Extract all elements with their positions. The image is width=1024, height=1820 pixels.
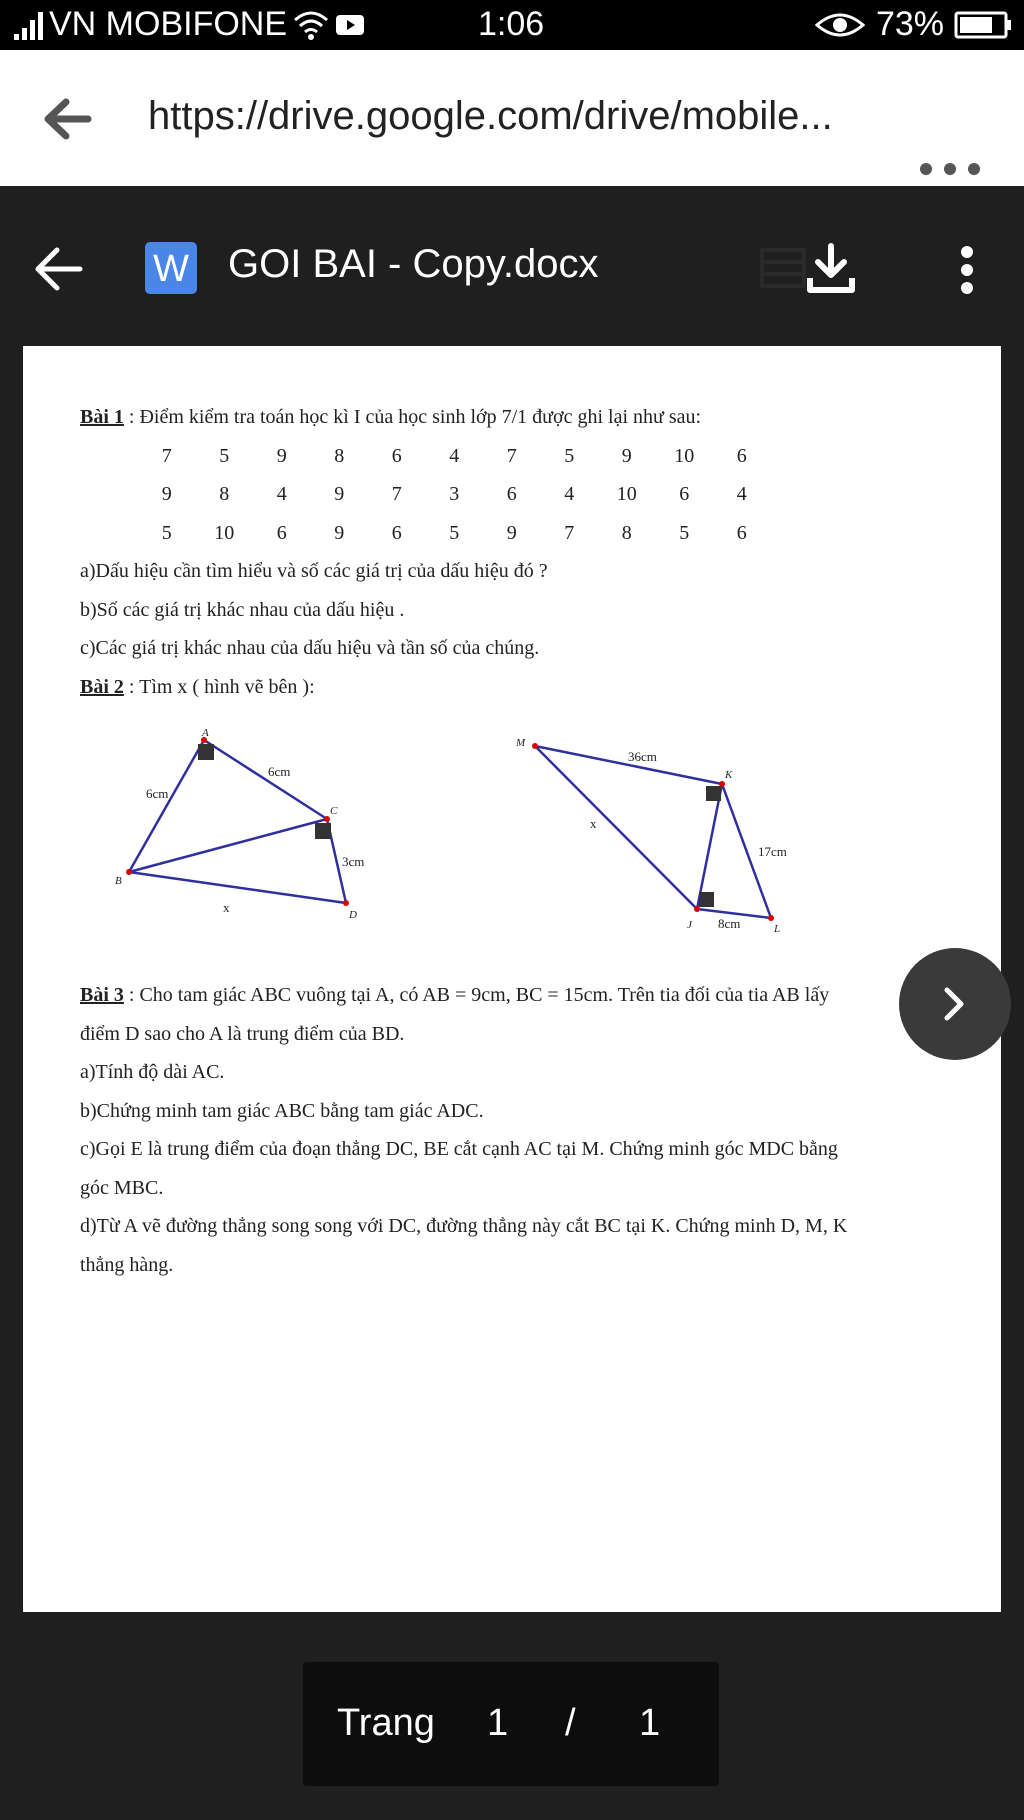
table-cell: 9 xyxy=(334,521,345,544)
current-page: 1 xyxy=(487,1702,509,1744)
word-icon: W xyxy=(145,242,197,294)
wifi-icon xyxy=(293,10,329,40)
close-arrow-icon[interactable] xyxy=(34,246,84,292)
table-cell: 10 xyxy=(674,444,695,467)
table-cell: 9 xyxy=(334,483,345,505)
bai3-intro: Bài 3 : Cho tam giác ABC vuông tại A, có AB = 9cm, BC = 15cm. Trên tia đối của tia AB lấy xyxy=(80,984,830,1006)
label-K: K xyxy=(725,769,733,781)
status-bar xyxy=(0,0,1024,50)
table-cell: 7 xyxy=(506,444,517,467)
triangle-figure-1 xyxy=(110,726,410,956)
table-row xyxy=(138,437,771,476)
browser-url-bar xyxy=(0,50,1024,186)
table-cell: 9 xyxy=(161,483,172,505)
table-cell: 6 xyxy=(276,521,287,544)
document-content xyxy=(80,398,980,1284)
bai2-intro: Bài 2 : Tìm x ( hình vẽ bên ): xyxy=(80,675,315,698)
label-bd: x xyxy=(223,900,230,915)
table-cell: 10 xyxy=(616,483,637,505)
label-kl: 17cm xyxy=(758,844,787,859)
table-cell: 5 xyxy=(219,444,230,467)
bai3-question-d: d)Từ A vẽ đường thẳng song song với DC, đường thẳng này cắt BC tại K. Chứng minh D, M, K xyxy=(80,1215,848,1237)
download-icon[interactable] xyxy=(806,242,856,294)
chevron-right-icon xyxy=(939,986,969,1022)
clock: 1:06 xyxy=(478,5,545,43)
bai1-question-b: b)Số các giá trị khác nhau của dấu hiệu . xyxy=(80,598,405,621)
signal-icon xyxy=(14,10,43,40)
url-text[interactable]: https://drive.google.com/drive/mobile... xyxy=(148,94,833,138)
table-cell: 4 xyxy=(276,483,287,505)
label-A: A xyxy=(202,727,209,739)
document-title: GOI BAI - Copy.docx xyxy=(228,242,599,286)
table-cell: 8 xyxy=(621,521,632,544)
table-cell: 4 xyxy=(449,444,460,467)
table-cell: 6 xyxy=(736,444,747,467)
table-cell: 6 xyxy=(391,444,402,467)
label-D: D xyxy=(349,909,357,921)
label-J: J xyxy=(687,919,692,931)
bai1-question-a: a)Dấu hiệu cần tìm hiểu và số các giá trị của dấu hiệu đó ? xyxy=(80,560,548,582)
carrier-label: VN MOBIFONE xyxy=(49,5,288,43)
battery-icon xyxy=(954,11,1012,39)
total-pages: 1 xyxy=(639,1702,661,1744)
label-ac: 6cm xyxy=(268,764,291,779)
table-cell: 4 xyxy=(564,483,575,505)
page-indicator xyxy=(303,1662,719,1786)
table-cell: 5 xyxy=(564,444,575,467)
figures xyxy=(80,706,980,976)
bai1-intro: Bài 1 : Điểm kiểm tra toán học kì I của học sinh lớp 7/1 được ghi lại như sau: xyxy=(80,406,702,428)
table-cell: 6 xyxy=(391,521,402,544)
label-cd: 3cm xyxy=(342,854,365,869)
video-icon xyxy=(335,13,365,37)
bai3-question-a: a)Tính độ dài AC. xyxy=(80,1061,225,1083)
label-L: L xyxy=(774,923,781,935)
table-cell: 8 xyxy=(334,444,345,467)
table-cell: 6 xyxy=(679,483,690,505)
table-cell: 7 xyxy=(161,444,172,467)
bai1-heading: Bài 1 xyxy=(80,406,124,428)
score-table xyxy=(138,437,771,553)
table-cell: 6 xyxy=(506,483,517,505)
bai3-question-d-cont: thẳng hàng. xyxy=(80,1253,174,1276)
table-cell: 8 xyxy=(219,483,230,505)
label-mk: 36cm xyxy=(628,749,657,764)
table-cell: 5 xyxy=(161,521,172,544)
vertical-more-icon[interactable] xyxy=(955,244,979,296)
label-C: C xyxy=(330,805,338,817)
table-row xyxy=(138,514,771,553)
back-arrow-icon[interactable] xyxy=(42,98,92,140)
table-cell: 9 xyxy=(506,521,517,544)
bai3-heading: Bài 3 xyxy=(80,984,124,1006)
list-icon xyxy=(760,246,806,290)
page-separator: / xyxy=(565,1702,576,1744)
viewer-toolbar xyxy=(0,186,1024,346)
bai3-question-c-cont: góc MBC. xyxy=(80,1176,164,1199)
bai3-question-b: b)Chứng minh tam giác ABC bằng tam giác ADC. xyxy=(80,1099,484,1122)
table-cell: 9 xyxy=(276,444,287,467)
label-M: M xyxy=(516,737,526,749)
table-row xyxy=(138,475,771,514)
label-mj: x xyxy=(590,816,597,831)
page-label: Trang xyxy=(337,1702,435,1744)
table-cell: 6 xyxy=(736,521,747,544)
bai1-question-c: c)Các giá trị khác nhau của dấu hiệu và tần số của chúng. xyxy=(80,637,540,659)
triangle-figure-2 xyxy=(500,716,800,946)
table-cell: 7 xyxy=(564,521,575,544)
table-cell: 3 xyxy=(449,483,460,505)
table-cell: 10 xyxy=(214,521,235,544)
table-cell: 7 xyxy=(391,483,402,505)
next-page-button[interactable] xyxy=(899,948,1011,1060)
eye-icon xyxy=(814,11,866,39)
table-cell: 5 xyxy=(679,521,690,544)
bai2-heading: Bài 2 xyxy=(80,675,124,698)
bai3-question-c: c)Gọi E là trung điểm của đoạn thẳng DC, BE cắt cạnh AC tại M. Chứng minh góc MDC bằng xyxy=(80,1138,838,1160)
table-cell: 5 xyxy=(449,521,460,544)
table-cell: 4 xyxy=(736,483,747,505)
label-jl: 8cm xyxy=(718,916,741,931)
bai3-intro-cont: điểm D sao cho A là trung điểm của BD. xyxy=(80,1022,405,1045)
label-B: B xyxy=(115,875,122,887)
table-cell: 9 xyxy=(621,444,632,467)
battery-percent: 73% xyxy=(875,5,944,43)
document-page xyxy=(23,346,1001,1612)
label-ab: 6cm xyxy=(146,786,169,801)
more-dots-icon[interactable] xyxy=(918,160,982,178)
